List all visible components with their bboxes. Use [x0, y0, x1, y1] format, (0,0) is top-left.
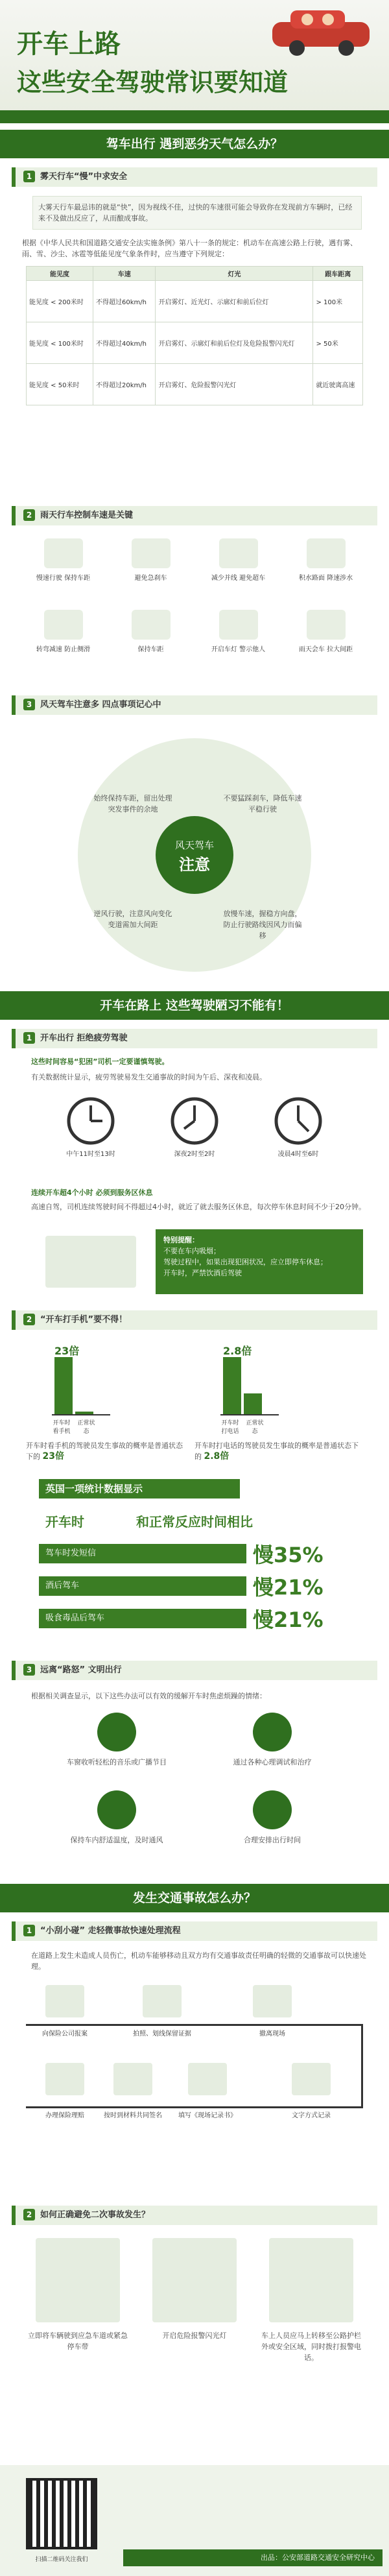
clock-icon	[274, 1096, 323, 1146]
rage-grid	[39, 1713, 350, 1868]
section2-sub2	[12, 1310, 377, 1330]
rage-label: 车窗收听轻松的音乐或广播节目	[67, 1758, 167, 1766]
rain-label: 避免急刹车	[134, 575, 167, 582]
table-cell: 能见度 < 100米时	[27, 322, 93, 364]
phone-chart-1	[26, 1343, 188, 1466]
phone-axis	[220, 1414, 279, 1415]
sub-number: 1	[23, 1925, 35, 1936]
clock-item	[246, 1096, 350, 1158]
table-cell: 不得超过20km/h	[93, 364, 155, 405]
fog-law: 根据《中华人民共和国道路交通安全法实施条例》第八十一条的规定：机动车在高速公路上行驶，遇有雾、雨、雪、沙尘、冰雹等低能见度气象条件时，应当遵守下列规定：	[22, 239, 357, 258]
title-line2: 这些安全驾驶常识要知道	[17, 68, 289, 97]
rest-text: 高速自驾，司机连续驾驶时间不得超过4小时，就近了就去服务区休息，每次停车休息时间不少于20分钟。	[31, 1203, 366, 1211]
step-illustration	[188, 2063, 227, 2095]
table-cell: 能见度 < 200米时	[27, 281, 93, 322]
step-label: 撤离现场	[259, 2030, 285, 2038]
phone-bar2-label: 正常状态	[77, 1420, 95, 1435]
section2-sub3	[12, 1661, 377, 1680]
table-header-cell: 车速	[93, 267, 155, 281]
fog-table	[26, 266, 363, 405]
wind-diagram	[39, 725, 350, 978]
header	[0, 0, 389, 123]
table-header-cell: 灯光	[156, 267, 313, 281]
tip-line: 不要在车内吸烟；	[163, 1247, 220, 1255]
uk-col1: 开车时	[45, 1514, 84, 1530]
uk-row-value: 慢35%	[253, 1543, 324, 1567]
rage-label: 通过各种心理调试和治疗	[233, 1758, 312, 1766]
rain-icon	[307, 610, 346, 640]
phone-caption-text: 开车时打电话的驾驶员发生事故的概率是普通状态下的	[194, 1441, 359, 1461]
rage-icon	[253, 1790, 292, 1829]
uk-row-label: 酒后驾车	[45, 1581, 80, 1591]
sub-title: “开车打手机”要不得！	[40, 1315, 128, 1325]
step-illustration	[253, 1985, 292, 2017]
rain-icon	[219, 610, 258, 640]
sub-title: 开车出行 拒绝疲劳驾驶	[40, 1033, 128, 1043]
fatigue-title: 这些时间容易“犯困”司机一定要谨慎驾驶。	[31, 1057, 169, 1066]
rage-intro: 根据相关调查显示，以下这些办法可以有效的缓解开车时焦虑烦躁的情绪：	[31, 1692, 266, 1700]
clock-item	[39, 1096, 143, 1158]
clock-label: 中午11时至13时	[66, 1151, 115, 1158]
avoid-label: 立即将车辆驶到应急车道或紧急停车带	[28, 2331, 128, 2351]
flow-step	[97, 2063, 169, 2119]
uk-row	[39, 1544, 246, 1563]
step-label: 向保险公司报案	[42, 2030, 88, 2038]
rain-label: 雨天会车 拉大间距	[298, 646, 353, 653]
table-row	[27, 322, 363, 364]
qr-code[interactable]	[26, 2478, 97, 2549]
rain-label: 开启车灯 警示他人	[211, 646, 266, 653]
qr-label: 扫描二维码关注我们	[35, 2557, 88, 2563]
uk-row-value: 慢21%	[253, 1575, 324, 1600]
section1-sub3	[12, 695, 377, 715]
clock-icon	[66, 1096, 115, 1146]
section3-banner: 发生交通事故怎么办？	[0, 1884, 389, 1912]
rage-label: 合理安排出行时间	[244, 1836, 301, 1844]
fatigue-text: 有关数据统计显示，疲劳驾驶易发生交通事故的时间为午后、深夜和凌晨。	[31, 1073, 266, 1081]
table-cell: 不得超过60km/h	[93, 281, 155, 322]
rain-grid	[19, 538, 370, 688]
sub-title: “小刮小碰” 走轻微事故快速处理流程	[40, 1926, 181, 1936]
step-illustration	[45, 1985, 84, 2017]
phone-bar-main	[223, 1357, 241, 1414]
sub-title: 如何正确避免二次事故发生？	[40, 2210, 150, 2220]
sub-title: 远离“路怒” 文明出行	[40, 1665, 122, 1675]
avoid-illustration	[36, 2238, 120, 2322]
uk-row-label: 吸食毒品后驾车	[45, 1613, 105, 1623]
sub-title: 雨天行车控制车速是关键	[40, 511, 134, 520]
phone-axis	[52, 1414, 110, 1415]
section2-sub1	[12, 1029, 377, 1048]
sub-number: 2	[23, 509, 35, 521]
uk-col2: 和正常反应时间相比	[136, 1514, 253, 1530]
uk-title: 英国一项统计数据显示	[39, 1479, 240, 1499]
table-row	[27, 364, 363, 405]
step-label: 文字方式记录	[292, 2112, 331, 2119]
flow-step	[123, 1985, 201, 2038]
wind-item: 放慢车速，握稳方向盘，防止行驶路线因风力而偏移	[223, 909, 302, 940]
clock-row	[39, 1096, 350, 1181]
footer	[0, 2465, 389, 2576]
section3-sub2	[12, 2206, 377, 2225]
rain-item	[194, 610, 282, 653]
rage-icon	[253, 1713, 292, 1751]
source-org: 公安部道路交通安全研究中心	[282, 2553, 375, 2562]
rain-item	[282, 610, 370, 653]
uk-row	[39, 1609, 246, 1628]
table-cell: 开启雾灯、示廓灯和前后位灯及危险报警闪光灯	[156, 322, 313, 364]
rain-label: 保持车距	[137, 646, 164, 653]
flow-line	[361, 2024, 363, 2108]
rain-label: 转弯减速 防止侧滑	[36, 646, 91, 653]
clock-icon	[170, 1096, 219, 1146]
wind-center	[156, 816, 233, 894]
table-header-cell: 跟车距离	[313, 267, 363, 281]
footer-bar	[123, 2549, 383, 2566]
rain-item	[19, 538, 107, 582]
flow-step	[169, 2063, 246, 2119]
title-line1: 开车上路	[17, 29, 121, 59]
accident-flow	[26, 1985, 363, 2193]
car-illustration	[266, 4, 376, 57]
flow-step	[26, 2063, 104, 2119]
avoid-row	[26, 2238, 363, 2433]
phone-value: 2.8倍	[223, 1345, 252, 1357]
table-header-cell: 能见度	[27, 267, 93, 281]
flow-step	[233, 1985, 311, 2038]
step-illustration	[292, 2063, 331, 2095]
avoid-illustration	[269, 2238, 353, 2322]
table-cell: > 50米	[313, 322, 363, 364]
phone-caption	[26, 1440, 188, 1462]
source-label: 出品：	[261, 2553, 282, 2562]
sub-title: 风天驾车注意多 四点事项记心中	[40, 700, 161, 710]
step-label: 拍照、划线保留证据	[133, 2030, 191, 2038]
table-cell: > 100米	[313, 281, 363, 322]
tip-line: 开车时，严禁饮酒后驾驶	[163, 1269, 242, 1277]
table-cell: 不得超过40km/h	[93, 322, 155, 364]
rage-icon	[97, 1713, 136, 1751]
table-cell: 就近驶离高速	[313, 364, 363, 405]
rain-icon	[219, 538, 258, 568]
rain-item	[107, 610, 194, 653]
uk-row-value: 慢21%	[253, 1607, 324, 1632]
sub-number: 3	[23, 1664, 35, 1676]
rest-title: 连续开车超4个小时 必须到服务区休息	[31, 1188, 153, 1197]
table-header	[27, 267, 363, 281]
step-label: 按时到材料共同签名	[104, 2112, 162, 2119]
sub-number: 1	[23, 171, 35, 182]
rain-icon	[132, 538, 171, 568]
rage-icon	[97, 1790, 136, 1829]
wind-item: 逆风行驶，注意风向变化变道需加大间距	[93, 909, 172, 929]
wind-center-line2: 注意	[179, 856, 210, 874]
avoid-item	[26, 2238, 130, 2352]
table-cell: 能见度 < 50米时	[27, 364, 93, 405]
step-illustration	[113, 2063, 152, 2095]
clock-label: 凌晨4时至6时	[277, 1151, 319, 1158]
section1-sub1	[12, 167, 377, 187]
rage-label: 保持车内舒适温度，及时通风	[70, 1836, 163, 1844]
avoid-label: 开启危险报警闪光灯	[162, 2331, 227, 2340]
flow-step	[272, 2063, 350, 2119]
avoid-item	[259, 2238, 363, 2363]
rain-icon	[44, 538, 83, 568]
fog-intro: 大雾天行车最忌讳的就是“快”，因为视线不佳，过快的车速很可能会导致你在发现前方车辆时，已经来不及做出反应了，从而酿成事故。	[32, 196, 362, 230]
avoid-item	[143, 2238, 246, 2341]
phone-bar2-label: 正常状态	[246, 1420, 264, 1435]
sub-number: 2	[23, 1314, 35, 1325]
accident-intro: 在道路上发生未造成人员伤亡，机动车能够移动且双方均有交通事故责任明确的轻微的交通事故可以快速处理。	[31, 1951, 366, 1971]
phone-bar1-label: 开车时看手机	[53, 1420, 71, 1435]
rain-label: 积水路面 降速涉水	[298, 575, 353, 582]
sub-number: 1	[23, 1032, 35, 1044]
clock-label: 深夜2时至2时	[174, 1151, 215, 1158]
tip-line: 驾驶过程中，如果出现犯困状况，应立即停车休息；	[163, 1258, 327, 1266]
tip-box	[156, 1229, 363, 1294]
rain-icon	[132, 610, 171, 640]
uk-row-label: 驾车时发短信	[45, 1548, 97, 1558]
phone-value: 23倍	[54, 1345, 80, 1357]
rain-item	[107, 538, 194, 582]
step-illustration	[45, 2063, 84, 2095]
phone-caption-text: 开车时看手机的驾驶员发生事故的概率是普通状态下的	[26, 1441, 183, 1461]
uk-stats	[39, 1479, 350, 1648]
phone-chart-2	[194, 1343, 363, 1466]
section1-sub2	[12, 506, 377, 525]
avoid-label: 车上人员应马上转移至公路护栏外或安全区域，同时拨打报警电话。	[261, 2331, 361, 2362]
sub-title: 雾天行车“慢”中求安全	[40, 172, 128, 182]
phone-caption-emph: 2.8倍	[204, 1451, 230, 1462]
phone-bar-main	[54, 1357, 73, 1414]
sub-number: 3	[23, 699, 35, 710]
wind-item: 始终保持车距，留出处理突发事件的余地	[93, 794, 172, 813]
rain-icon	[307, 538, 346, 568]
table-cell: 开启雾灯、危险报警闪光灯	[156, 364, 313, 405]
step-label: 办理保险理赔	[45, 2112, 84, 2119]
rain-label: 减少并线 避免超车	[211, 575, 266, 582]
table-cell: 开启雾灯、近光灯、示廓灯和前后位灯	[156, 281, 313, 322]
road-decoration	[0, 110, 389, 123]
sub-number: 2	[23, 2209, 35, 2221]
phone-caption	[194, 1440, 363, 1462]
rain-item	[194, 538, 282, 582]
uk-row	[39, 1576, 246, 1596]
phone-bar-normal	[244, 1393, 262, 1414]
rain-icon	[44, 610, 83, 640]
avoid-illustration	[152, 2238, 237, 2322]
table-row	[27, 281, 363, 322]
section3-sub1	[12, 1921, 377, 1941]
driver-illustration	[45, 1236, 136, 1288]
section2-banner: 开车在路上 这些驾驶陋习不能有！	[0, 991, 389, 1020]
phone-caption-emph: 23倍	[42, 1451, 64, 1462]
wind-item: 不要猛踩刹车，降低车速平稳行驶	[223, 794, 302, 813]
step-illustration	[143, 1985, 182, 2017]
phone-bar1-label: 开车时打电话	[221, 1420, 239, 1435]
flow-step	[26, 1985, 104, 2038]
section1-banner: 驾车出行 遇到恶劣天气怎么办？	[0, 130, 389, 158]
rain-label: 慢速行驶 保持车距	[36, 575, 91, 582]
wind-center-line1: 风天驾车	[174, 839, 214, 851]
rain-item	[282, 538, 370, 582]
clock-item	[143, 1096, 246, 1158]
step-label: 填写《现场记录书》	[178, 2112, 237, 2119]
rain-item	[19, 610, 107, 653]
tip-title: 特别提醒：	[163, 1236, 199, 1244]
